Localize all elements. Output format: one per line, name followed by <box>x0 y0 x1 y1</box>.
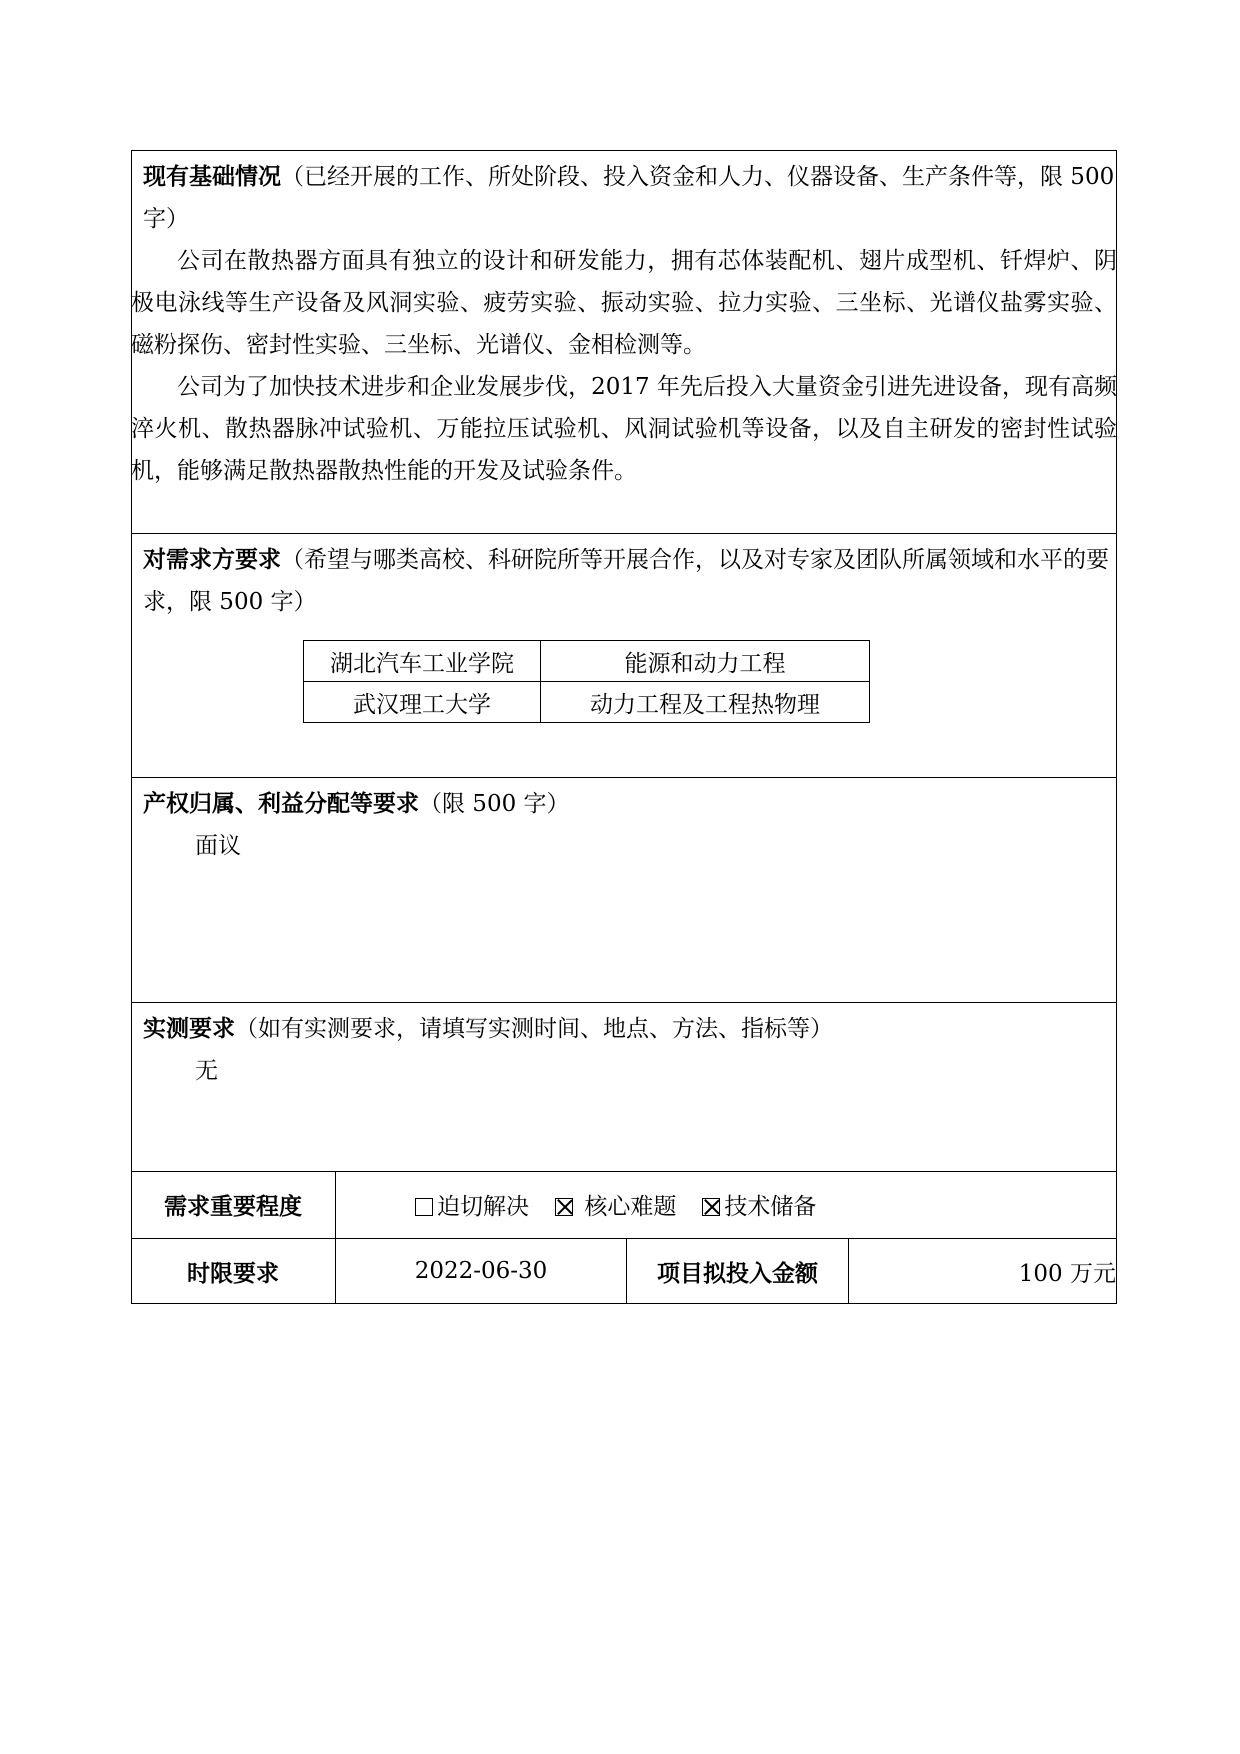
partner-field: 动力工程及工程热物理 <box>541 682 870 723</box>
section-test-value: 无 <box>195 1058 218 1084</box>
investment-value: 100 万元 <box>1018 1260 1116 1287</box>
partner-institution: 武汉理工大学 <box>304 682 541 723</box>
partner-table <box>303 640 870 723</box>
table-row <box>304 682 870 723</box>
section-test-title <box>131 1002 1117 1050</box>
section-basis-paragraph: 公司在散热器方面具有独立的设计和研发能力，拥有芯体装配机、翅片成型机、钎焊炉、阴极电泳线等生产设备及风洞实验、疲劳实验、振动实验、拉力实验、三坐标、光谱仪盐雾实验、磁粉探伤、密封性实验、三坐标、光谱仪、金相检测等。 <box>131 248 1117 358</box>
section-basis <box>131 150 1117 492</box>
section-basis-paragraph: 公司为了加快技术进步和企业发展步伐，2017 年先后投入大量资金引进先进设备，现有高频淬火机、散热器脉冲试验机、万能拉压试验机、风洞试验机等设备，以及自主研发的密封性试验机，能够满足散热器散热性能的开发及试验条件。 <box>131 374 1117 484</box>
checkbox-icon[interactable] <box>415 1198 433 1216</box>
table-row <box>304 641 870 682</box>
section-test-heading: 实测要求 <box>143 1015 235 1042</box>
option-label: 核心难题 <box>584 1194 677 1220</box>
section-requirements-title <box>131 533 1117 623</box>
section-ip-heading: 产权归属、利益分配等要求 <box>143 790 419 817</box>
section-basis-note: （已经开展的工作、所处阶段、投入资金和人力、仪器设备、生产条件等，限 500 字） <box>143 164 1115 232</box>
section-requirements-note: （希望与哪类高校、科研院所等开展合作，以及对专家及团队所属领域和水平的要求，限 500 字） <box>143 547 1109 615</box>
section-requirements-heading: 对需求方要求 <box>143 546 281 573</box>
checkbox-checked-icon[interactable] <box>702 1198 720 1216</box>
importance-label: 需求重要程度 <box>164 1193 302 1220</box>
section-ip <box>131 777 1117 867</box>
option-label: 技术储备 <box>724 1194 817 1220</box>
partner-field: 能源和动力工程 <box>541 641 870 682</box>
partner-institution: 湖北汽车工业学院 <box>304 641 541 682</box>
option-label: 迫切解决 <box>437 1194 529 1220</box>
importance-option-reserve[interactable] <box>702 1188 816 1221</box>
section-requirements <box>131 533 1117 623</box>
section-basis-title <box>131 150 1117 240</box>
section-ip-value: 面议 <box>195 833 241 859</box>
deadline-label: 时限要求 <box>187 1259 279 1287</box>
section-basis-heading: 现有基础情况 <box>143 163 281 190</box>
section-ip-note: （限 500 字） <box>419 791 570 817</box>
section-test <box>131 1002 1117 1092</box>
investment-label: 项目拟投入金额 <box>657 1259 818 1287</box>
section-ip-title <box>131 777 1117 825</box>
importance-option-urgent[interactable] <box>415 1188 529 1221</box>
deadline-value: 2022-06-30 <box>414 1258 548 1284</box>
section-test-note: （如有实测要求，请填写实测时间、地点、方法、指标等） <box>235 1016 833 1042</box>
checkbox-checked-icon[interactable] <box>555 1198 573 1216</box>
importance-options <box>415 1171 1115 1238</box>
importance-option-core[interactable] <box>555 1188 676 1221</box>
